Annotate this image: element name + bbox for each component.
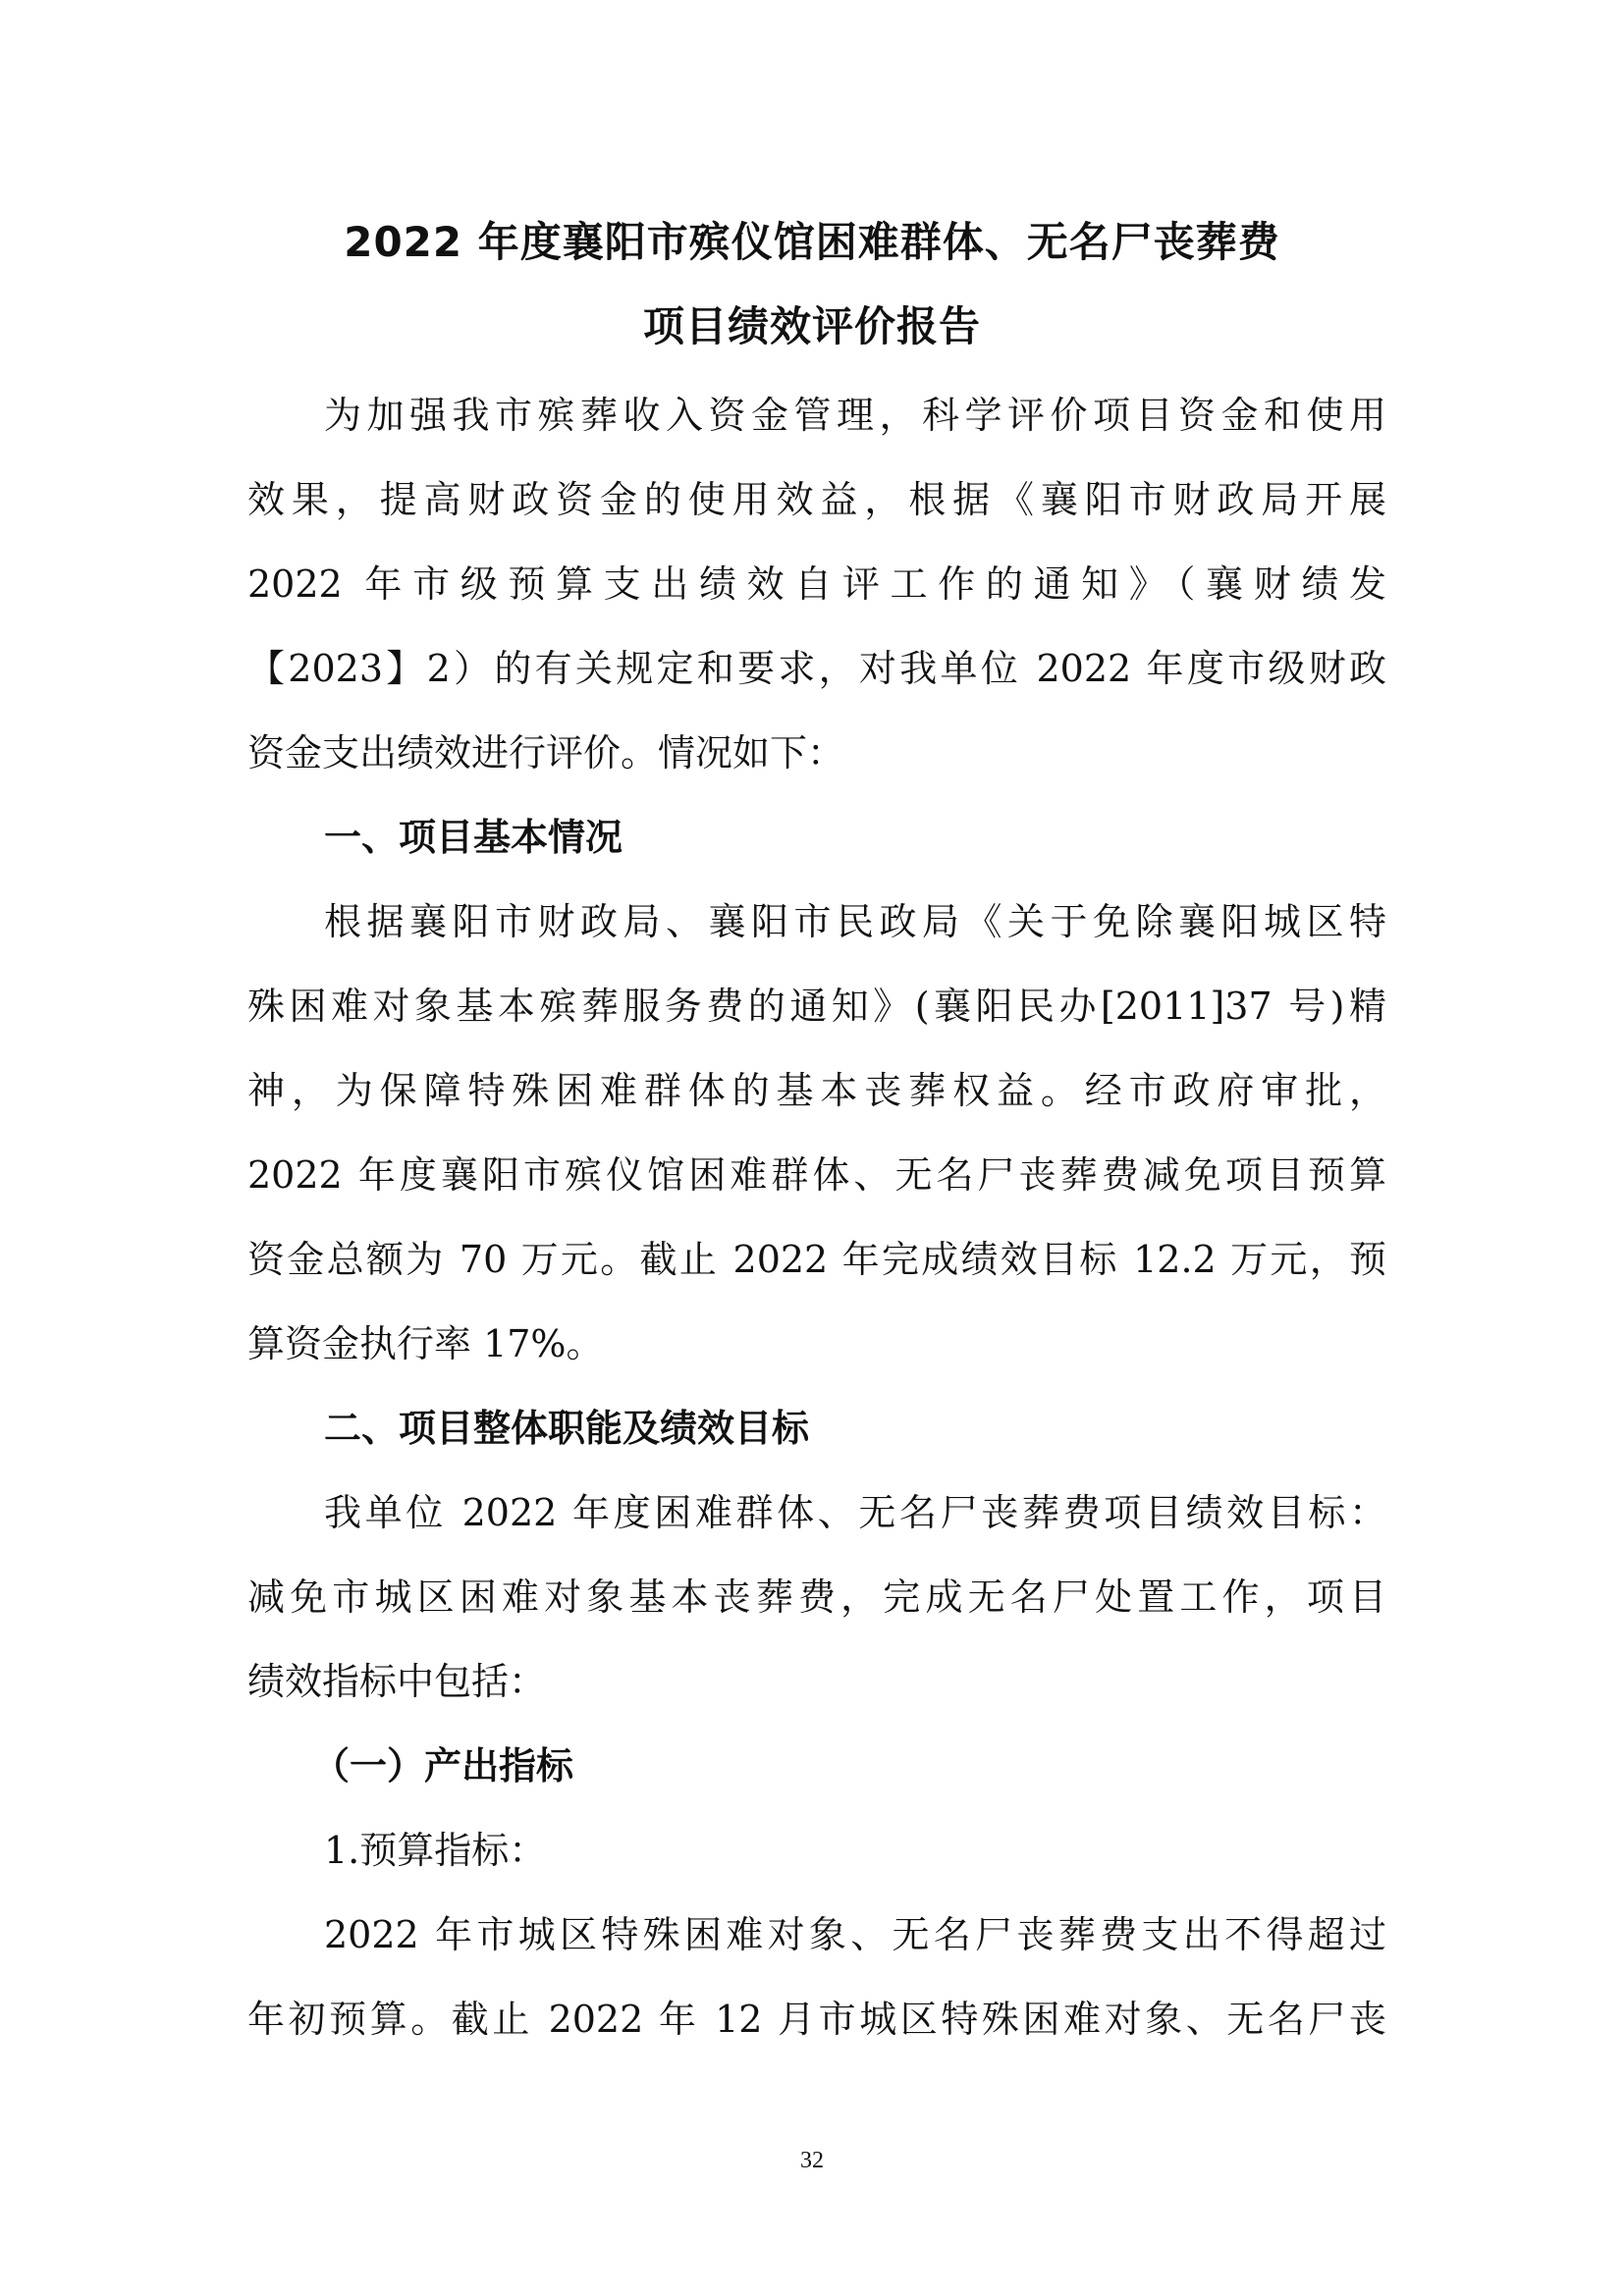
document-title-line-2: 项目绩效评价报告 [642,302,981,350]
section1-line: 算资金执行率 17%。 [247,1322,604,1365]
intro-line: 效果，提高财政资金的使用效益，根据《襄阳市财政局开展 [247,478,1386,521]
intro-line: 【2023】2）的有关规定和要求，对我单位 2022 年度市级财政 [247,647,1386,690]
section-heading: 二、项目整体职能及绩效目标 [324,1407,810,1450]
item1-line: 年初预算。截止 2022 年 12 月市城区特殊困难对象、无名尸丧 [247,1998,1386,2041]
section1-line: 资金总额为 70 万元。截止 2022 年完成绩效目标 12.2 万元，预 [247,1238,1386,1281]
intro-line: 资金支出绩效进行评价。情况如下： [247,731,845,774]
intro-line: 2022 年市级预算支出绩效自评工作的通知》（襄财绩发 [247,562,1386,606]
section-heading: 一、项目基本情况 [324,816,623,859]
section2-line: 减免市城区困难对象基本丧葬费，完成无名尸处置工作，项目 [247,1575,1386,1619]
section1-line: 根据襄阳市财政局、襄阳市民政局《关于免除襄阳城区特 [324,900,1386,943]
section1-line: 神，为保障特殊困难群体的基本丧葬权益。经市政府审批， [247,1069,1386,1112]
subsection-heading: （一）产出指标 [312,1744,574,1788]
page-number: 32 [800,2148,824,2173]
intro-line: 为加强我市殡葬收入资金管理，科学评价项目资金和使用 [324,394,1386,437]
section2-line: 我单位 2022 年度困难群体、无名尸丧葬费项目绩效目标： [324,1491,1386,1534]
item-heading: 1.预算指标： [324,1829,547,1872]
section2-line: 绩效指标中包括： [247,1660,547,1703]
section1-line: 2022 年度襄阳市殡仪馆困难群体、无名尸丧葬费减免项目预算 [247,1153,1386,1197]
section1-line: 殊困难对象基本殡葬服务费的通知》(襄阳民办[2011]37 号)精 [247,985,1386,1028]
item1-line: 2022 年市城区特殊困难对象、无名尸丧葬费支出不得超过 [324,1913,1386,1956]
document-title-line-1: 2022 年度襄阳市殡仪馆困难群体、无名尸丧葬费 [344,218,1280,266]
